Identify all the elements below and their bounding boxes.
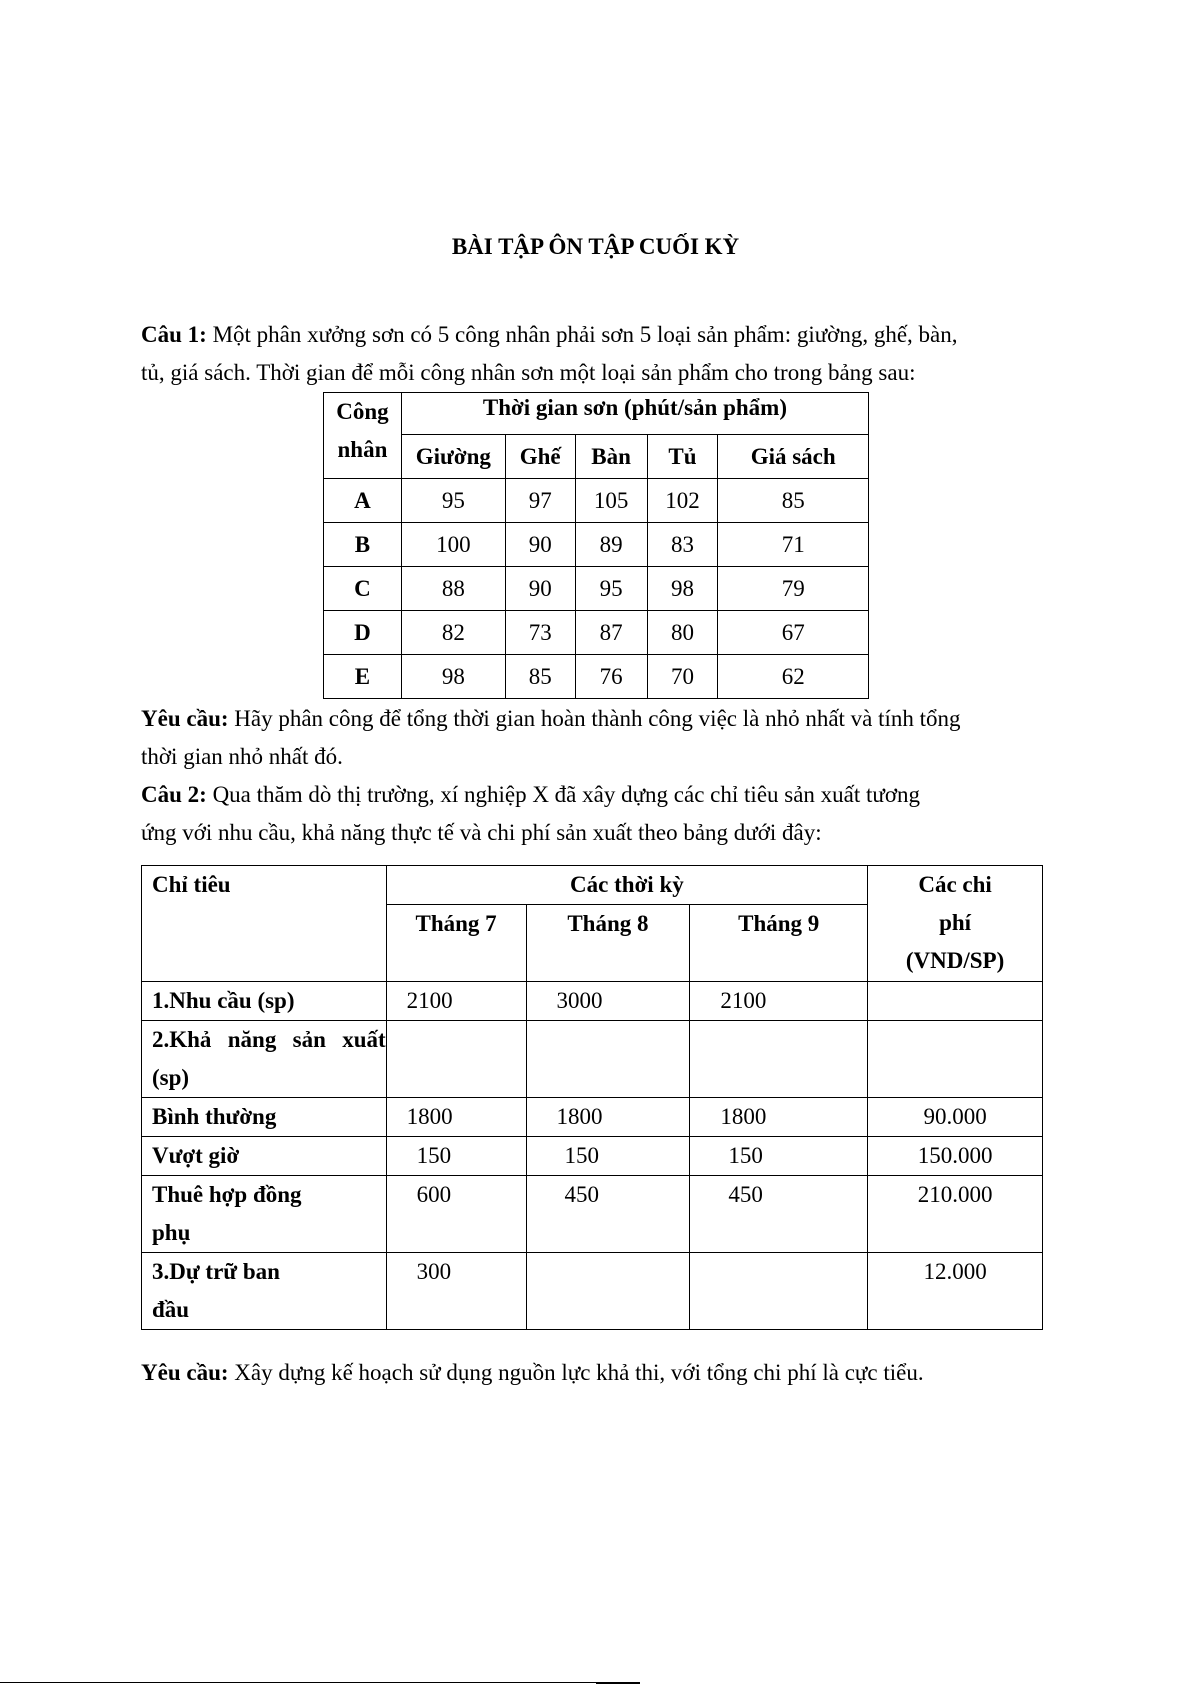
table-cell: 102: [647, 479, 718, 523]
table-row: [142, 1098, 1043, 1137]
cost-cell: 12.000: [868, 1253, 1043, 1330]
cost-cell: 150.000: [868, 1137, 1043, 1176]
table-cell: 85: [718, 479, 869, 523]
page-title: BÀI TẬP ÔN TẬP CUỐI KỲ: [451, 234, 740, 259]
col-header: Ghế: [505, 435, 575, 479]
table-subheader-row: [324, 435, 869, 479]
q2-requirement: Yêu cầu: Xây dựng kế hoạch sử dụng nguồn lực khả thi, với tổng chi phí là cực tiểu.: [141, 1360, 924, 1385]
table-cell: [526, 1253, 690, 1330]
q1-requirement-line-2: thời gian nhỏ nhất đó.: [141, 744, 343, 769]
table-cell: [526, 1021, 690, 1098]
table-cell: 105: [575, 479, 647, 523]
periods-header: Các thời kỳ: [386, 866, 867, 905]
col-header: Tủ: [647, 435, 718, 479]
cost-cell: 210.000: [868, 1176, 1043, 1253]
indicator-header: Chỉ tiêu: [142, 866, 387, 982]
row-label: Bình thường: [142, 1098, 387, 1137]
table-cell: 62: [718, 655, 869, 699]
table-cell: [868, 982, 1043, 1021]
q2-line-2: ứng với nhu cầu, khả năng thực tế và chi phí sản xuất theo bảng dưới đây:: [141, 820, 822, 845]
month-header: Tháng 9: [690, 905, 868, 982]
table-row: [142, 1137, 1043, 1176]
table-cell: 2100: [690, 982, 868, 1021]
q1-line-2: tủ, giá sách. Thời gian để mỗi công nhân sơn một loại sản phẩm cho trong bảng sau:: [141, 360, 916, 385]
question-1-text: [141, 316, 1061, 392]
table-header-row: [142, 866, 1043, 905]
q2-line-1: Câu 2: Qua thăm dò thị trường, xí nghiệp X đã xây dựng các chỉ tiêu sản xuất tương: [141, 782, 921, 807]
table-cell: 85: [505, 655, 575, 699]
table-cell: 71: [718, 523, 869, 567]
table-cell: 97: [505, 479, 575, 523]
cost-header: Các chi phí (VND/SP): [868, 866, 1043, 982]
footer-rule: [0, 1682, 640, 1683]
table-cell: 3000: [526, 982, 690, 1021]
table-cell: 88: [401, 567, 505, 611]
worker-label: E: [324, 655, 402, 699]
table-row: [142, 982, 1043, 1021]
table-cell: 1800: [690, 1098, 868, 1137]
table-cell: 150: [386, 1137, 526, 1176]
row-label: Vượt giờ: [142, 1137, 387, 1176]
table-cell: 82: [401, 611, 505, 655]
table-cell: 80: [647, 611, 718, 655]
table-row: [142, 1176, 1043, 1253]
q1-requirement-line-1: Yêu cầu: Hãy phân công để tổng thời gian hoàn thành công việc là nhỏ nhất và tính tổng: [141, 706, 961, 731]
table-row: [142, 1253, 1043, 1330]
table-cell: 1800: [386, 1098, 526, 1137]
question-2-text: [141, 700, 1061, 852]
table-cell: 450: [690, 1176, 868, 1253]
row-label: Thuê hợp đồng phụ: [142, 1176, 387, 1253]
table-cell: 79: [718, 567, 869, 611]
q1-requirement-label: Yêu cầu:: [141, 706, 229, 731]
table-row: [324, 655, 869, 699]
table-cell: 98: [647, 567, 718, 611]
table-cell: 90: [505, 567, 575, 611]
worker-label: A: [324, 479, 402, 523]
row-label: 2.Khả năng sản xuất (sp): [142, 1021, 387, 1098]
q1-label: Câu 1:: [141, 322, 207, 347]
footer-rule-accent: [596, 1682, 640, 1684]
table-cell: 600: [386, 1176, 526, 1253]
month-header: Tháng 8: [526, 905, 690, 982]
table-cell: 300: [386, 1253, 526, 1330]
row-label: 3.Dự trữ ban đầu: [142, 1253, 387, 1330]
table-cell: 90: [505, 523, 575, 567]
table-cell: 1800: [526, 1098, 690, 1137]
table-cell: [868, 1021, 1043, 1098]
row-label: 1.Nhu cầu (sp): [142, 982, 387, 1021]
production-plan-table: [141, 865, 1043, 1330]
table-cell: 100: [401, 523, 505, 567]
q1-line-1: Câu 1: Một phân xưởng sơn có 5 công nhân phải sơn 5 loại sản phẩm: giường, ghế, bàn,: [141, 322, 958, 347]
table-cell: 95: [575, 567, 647, 611]
table-row: [324, 611, 869, 655]
table-cell: 67: [718, 611, 869, 655]
table-cell: 98: [401, 655, 505, 699]
table-cell: 150: [526, 1137, 690, 1176]
table-cell: 87: [575, 611, 647, 655]
table-cell: 450: [526, 1176, 690, 1253]
table-cell: 95: [401, 479, 505, 523]
table-cell: [386, 1021, 526, 1098]
q2-label: Câu 2:: [141, 782, 207, 807]
table-row: [324, 523, 869, 567]
table-row: [324, 567, 869, 611]
worker-label: D: [324, 611, 402, 655]
month-header: Tháng 7: [386, 905, 526, 982]
table-cell: 70: [647, 655, 718, 699]
worker-label: C: [324, 567, 402, 611]
table-cell: 150: [690, 1137, 868, 1176]
table-cell: 73: [505, 611, 575, 655]
painting-time-table: [323, 392, 869, 699]
table-cell: [690, 1253, 868, 1330]
group-header: Thời gian sơn (phút/sản phẩm): [401, 393, 868, 435]
table-row: [324, 479, 869, 523]
table-cell: 89: [575, 523, 647, 567]
table-row: [142, 1021, 1043, 1098]
col-header: Giá sách: [718, 435, 869, 479]
q2-requirement-label: Yêu cầu:: [141, 1360, 229, 1385]
col-header: Bàn: [575, 435, 647, 479]
table-cell: 83: [647, 523, 718, 567]
worker-column-header: Công nhân: [324, 393, 402, 479]
cost-cell: 90.000: [868, 1098, 1043, 1137]
worker-label: B: [324, 523, 402, 567]
table-cell: 76: [575, 655, 647, 699]
table-header-row: [324, 393, 869, 435]
table-cell: 2100: [386, 982, 526, 1021]
col-header: Giường: [401, 435, 505, 479]
table-cell: [690, 1021, 868, 1098]
